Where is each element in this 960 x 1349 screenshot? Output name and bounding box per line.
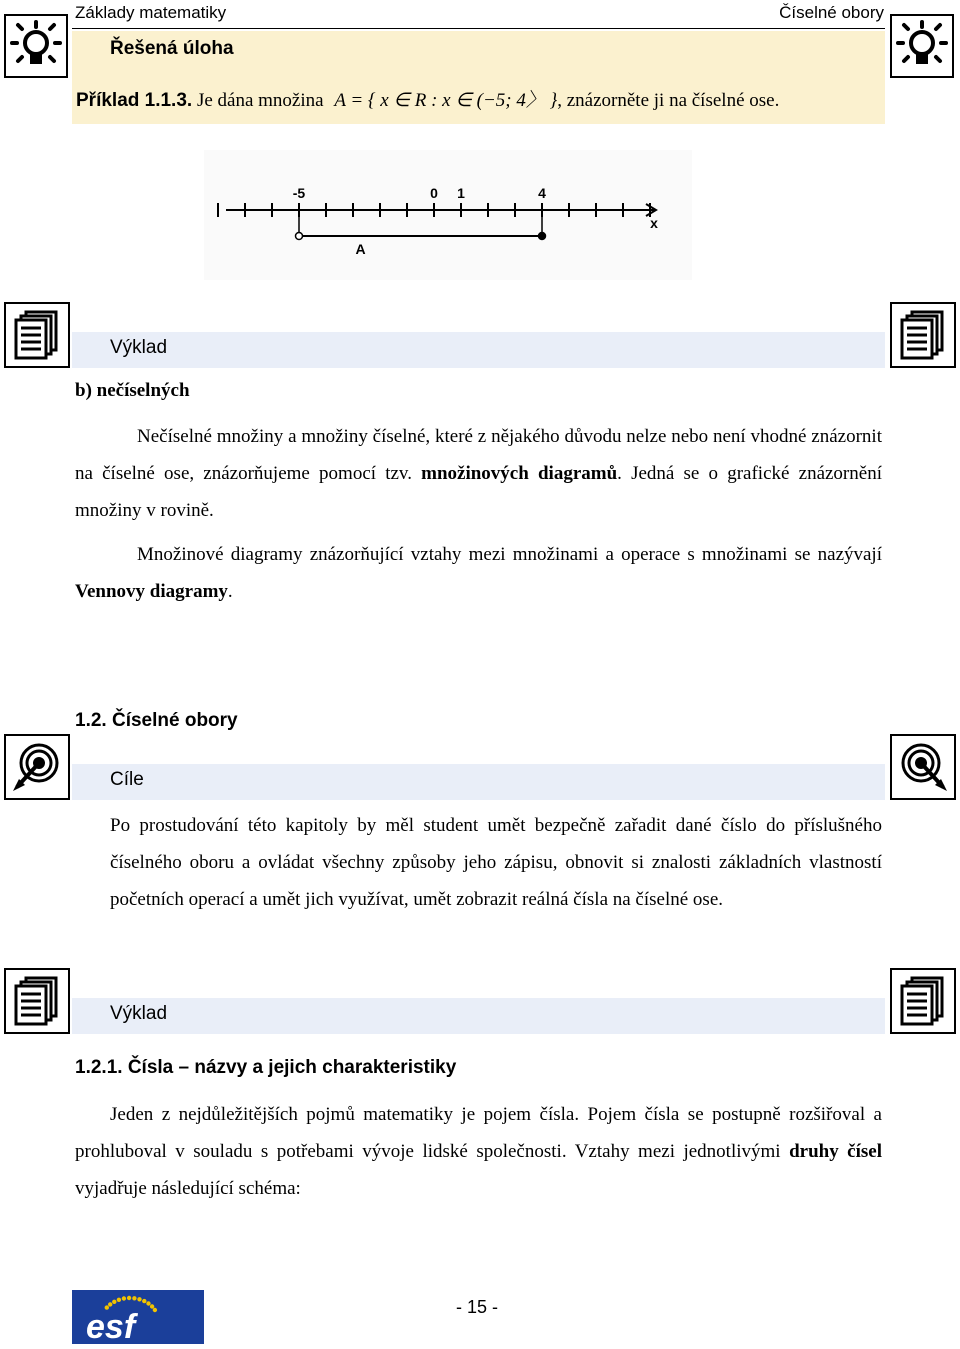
- subtitle: b) nečíselných: [75, 380, 190, 401]
- text: Jeden z nejdůležitějších pojmů matematiky je pojem čísla. Pojem čísla se postupně rozšiřoval a prohluboval v souladu s potřebami vývoje lidské společnosti. Vztahy mezi jednotlivými: [75, 1104, 882, 1162]
- paragraph: [75, 1096, 882, 1207]
- paragraph: [75, 418, 882, 529]
- header-right: Číselné obory: [779, 3, 884, 22]
- goals-box: [72, 764, 885, 800]
- interval-closed-endpoint: [539, 233, 546, 240]
- section-title: Výklad: [110, 337, 168, 358]
- header-divider: [72, 28, 885, 29]
- tick-label: 1: [457, 185, 465, 201]
- esf-logo: [72, 1290, 204, 1344]
- subsection-heading: 1.2.1. Čísla – názvy a jejich charakteristiky: [75, 1057, 457, 1078]
- book-stack-icon: [4, 302, 70, 368]
- goals-title: Cíle: [110, 769, 144, 790]
- text: .: [227, 581, 233, 602]
- target-icon: [890, 734, 956, 800]
- lightbulb-icon: [890, 14, 954, 78]
- text: . Jedná se o grafické znázornění množiny v rovině.: [75, 463, 882, 521]
- example-formula: A = { x ∈ R : x ∈ (−5; 4〉 }: [334, 90, 558, 111]
- logo-star: [108, 1302, 112, 1306]
- set-label: A: [355, 241, 366, 257]
- example-text-after: , znázorněte ji na číselné ose.: [557, 90, 780, 111]
- lightbulb-icon: [4, 14, 68, 78]
- logo-star: [153, 1308, 157, 1312]
- logo-star: [146, 1301, 150, 1305]
- logo-star: [127, 1296, 131, 1300]
- tick-label: 4: [538, 185, 546, 201]
- bold-term: množinových diagramů: [421, 463, 618, 484]
- section-box: [72, 332, 885, 368]
- section-box: [72, 998, 885, 1034]
- number-line-svg: [204, 150, 692, 280]
- logo-star: [137, 1297, 141, 1301]
- number-line-figure: [204, 150, 692, 280]
- book-stack-icon: [4, 968, 70, 1034]
- logo-star: [122, 1296, 126, 1300]
- example-statement: [76, 85, 779, 112]
- bold-term: druhy čísel: [789, 1141, 882, 1162]
- logo-star: [112, 1300, 116, 1304]
- logo-star: [150, 1304, 154, 1308]
- target-icon: [4, 734, 70, 800]
- example-title: Řešená úloha: [110, 38, 234, 59]
- section-title: Výklad: [110, 1003, 168, 1024]
- esf-logo-text: esf: [86, 1308, 136, 1344]
- section-heading: 1.2. Číselné obory: [75, 710, 238, 731]
- logo-star: [142, 1299, 146, 1303]
- example-box: [72, 31, 885, 124]
- goals-paragraph: Po prostudování této kapitoly by měl student umět bezpečně zařadit dané číslo do příslušného číselného oboru a ovládat všechny způsoby jeho zápisu, obnovit si znalosti základních vlastností početních operací a umět jich využívat, umět zobrazit reálná čísla na číselné ose.: [110, 815, 882, 910]
- logo-star: [132, 1296, 136, 1300]
- example-label: Příklad 1.1.3.: [76, 90, 193, 111]
- example-text: Je dána množina: [196, 90, 324, 111]
- page-number: - 15 -: [456, 1297, 499, 1317]
- header-left: Základy matematiky: [75, 3, 227, 22]
- tick-label: -5: [292, 185, 306, 201]
- text: vyjadřuje následující schéma:: [75, 1178, 301, 1199]
- text: Nečíselné množiny a množiny číselné, které z nějakého důvodu nelze nebo není vhodné znázornit na číselné ose, znázorňujeme pomocí tzv.: [75, 426, 882, 484]
- logo-star: [117, 1298, 121, 1302]
- text: Množinové diagramy znázorňující vztahy mezi množinami a operace s množinami se nazývají: [137, 544, 882, 565]
- book-stack-icon: [890, 302, 956, 368]
- tick-label: 0: [430, 185, 438, 201]
- book-stack-icon: [890, 968, 956, 1034]
- paragraph: [75, 536, 882, 610]
- interval-open-endpoint: [296, 233, 303, 240]
- bold-term: Vennovy diagramy: [75, 581, 228, 602]
- axis-label: x: [650, 215, 658, 231]
